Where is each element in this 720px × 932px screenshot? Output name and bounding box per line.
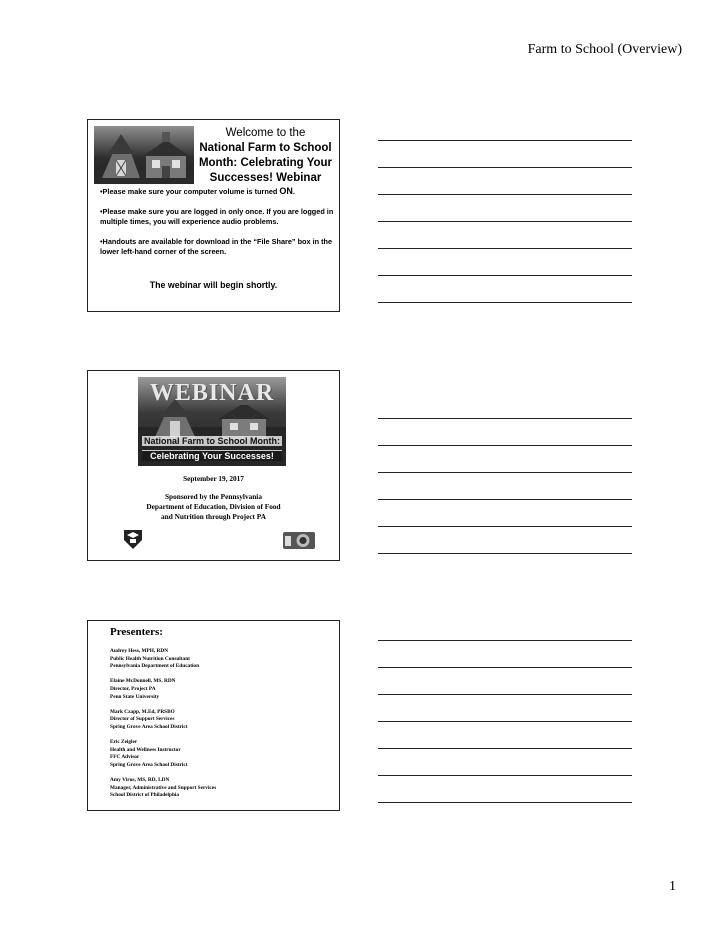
presenter-line: Eric Zeigler [110, 739, 138, 746]
presenter-entry [110, 739, 335, 769]
note-line [378, 526, 632, 527]
slide1-title-line4: Successes! Webinar [209, 172, 322, 184]
sponsor-line3: and Nutrition through Project PA [161, 512, 266, 521]
note-line [378, 167, 632, 168]
webinar-sponsor [88, 492, 339, 522]
presenter-line: Director, Project PA [110, 685, 156, 692]
webinar-banner-image [138, 377, 286, 466]
note-line [378, 418, 632, 419]
presenter-line: Amy Virus, MS, RD, LDN [110, 777, 170, 784]
schoolhouse-barn-image [94, 126, 194, 184]
presenter-line: Director of Support Services [110, 716, 175, 723]
note-line [378, 667, 632, 668]
slide-welcome [87, 119, 340, 312]
note-line [378, 553, 632, 554]
presenter-entry [110, 709, 335, 732]
note-line [378, 248, 632, 249]
webinar-banner-title: WEBINAR [149, 380, 275, 406]
webinar-banner-line1: National Farm to School Month: [144, 436, 280, 446]
note-line [378, 775, 632, 776]
note-line [378, 472, 632, 473]
presenters-list [110, 648, 335, 807]
presenter-line: Public Health Nutrition Consultant [110, 655, 190, 662]
pa-education-logo-icon [122, 528, 144, 550]
presenter-entry [110, 648, 335, 671]
note-line [378, 802, 632, 803]
note-line [378, 221, 632, 222]
note-line [378, 748, 632, 749]
note-line [378, 640, 632, 641]
bullet-volume-end: . [292, 187, 295, 196]
bullet-volume [100, 186, 335, 197]
note-line [378, 721, 632, 722]
slide1-title-line3: Month: Celebrating Your [198, 157, 333, 169]
presenter-line: Elaine McDonnell, MS, RDN [110, 678, 176, 685]
presenter-line: Penn State University [110, 693, 160, 700]
webinar-date: September 19, 2017 [183, 474, 244, 483]
note-line [378, 694, 632, 695]
sponsor-line2: Department of Education, Division of Food [146, 502, 281, 511]
note-line [378, 499, 632, 500]
presenter-line: FFC Advisor [110, 754, 140, 761]
presenter-entry [110, 678, 335, 701]
presenter-line: School District of Philadelphia [110, 792, 180, 799]
bullet-volume-text: •Please make sure your computer volume is turned [100, 187, 280, 196]
presenters-heading: Presenters: [110, 626, 163, 638]
note-line [378, 275, 632, 276]
presenter-line: Audrey Hess, MPH, RDN [110, 648, 169, 654]
slide1-title [198, 126, 333, 186]
bullet-volume-emph: ON [279, 186, 293, 196]
presenter-line: Spring Grove Area School District [110, 761, 188, 768]
page-header-title: Farm to School (Overview) [527, 42, 682, 57]
sponsor-line1: Sponsored by the Pennsylvania [165, 492, 262, 501]
slide-presenters [87, 620, 340, 811]
note-line [378, 302, 632, 303]
note-line [378, 194, 632, 195]
note-line [378, 445, 632, 446]
slide1-title-line1: Welcome to the [225, 127, 306, 139]
presenter-line: Manager, Administrative and Support Services [110, 784, 217, 791]
slide1-title-line2: National Farm to School [199, 142, 332, 154]
presenter-entry [110, 777, 335, 800]
slide1-closing: The webinar will begin shortly. [149, 280, 278, 290]
project-pa-logo-icon [283, 532, 315, 549]
presenter-line: Spring Grove Area School District [110, 723, 188, 730]
presenter-line: Mark Czapp, M.Ed, PRSBO [110, 708, 175, 715]
note-line [378, 140, 632, 141]
presenter-line: Health and Wellness Instructor [110, 746, 181, 753]
page-number: 1 [669, 879, 676, 894]
bullet-handouts: •Handouts are available for download in the “File Share” box in the lower left-hand corner of the screen. [100, 237, 333, 256]
slide-webinar-title [87, 370, 340, 561]
webinar-banner-line2: Celebrating Your Successes! [142, 450, 282, 461]
bullet-login: •Please make sure you are logged in only once. If you are logged in multiple times, you will experience audio problems. [100, 207, 334, 226]
presenter-line: Pennsylvania Department of Education [110, 663, 200, 670]
slide1-bullets [100, 186, 335, 267]
